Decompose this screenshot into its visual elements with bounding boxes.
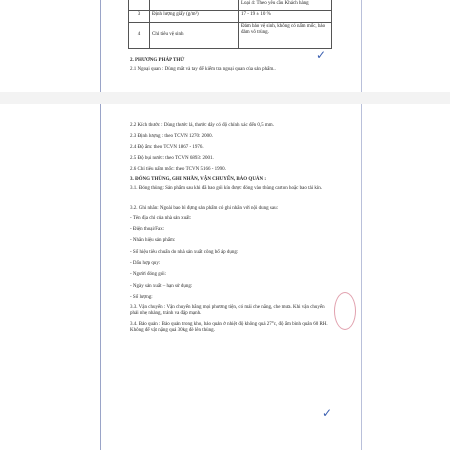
table-row (129, 0, 332, 10)
list-item: - Dấu hợp quy: (130, 261, 161, 266)
paragraph: 3.3. Vận chuyển : Vận chuyển bằng mọi phương tiện, có mái che nắng, che mưa. Khi vận chuyển phải nhẹ nhàng, tránh va đập mạnh. (130, 305, 325, 316)
paragraph: 2.4 Độ ẩm: theo TCVN 1867 - 1976. (130, 145, 204, 150)
page-gap (0, 92, 450, 104)
list-item: - Tên địa chỉ của nhà sản xuất: (130, 216, 192, 221)
list-item: - Nhãn hiệu sản phẩm: (130, 238, 176, 243)
paragraph: 2.6 Chỉ tiêu nấm mốc: theo TCVN 5166 - 1990. (130, 167, 226, 172)
paragraph: 3.1. Đóng thùng: Sản phẩm sau khi đã bao gói kín được đóng vào thùng carton hoặc bao tải kín. (130, 186, 322, 191)
paragraph: 3.2. Ghi nhãn: Ngoài bao bì đựng sản phẩm có ghi nhãn với nội dung sau: (130, 206, 278, 211)
list-item: - Người đóng gói: (130, 272, 167, 277)
paragraph: 2.1 Ngoại quan : Dùng mắt và tay để kiểm tra ngoại quan của sản phẩm.. (130, 67, 276, 72)
list-item: - Điện thoại/Fax: (130, 227, 165, 232)
table-cell-name: Chỉ tiêu vệ sinh (150, 22, 239, 48)
table-row (129, 22, 332, 48)
stamp-mark (334, 292, 356, 330)
section-heading: 3. ĐÓNG THÙNG, GHI NHÃN, VẬN CHUYỂN, BẢO QUẢN : (130, 177, 267, 182)
table-cell-no: 4 (129, 22, 150, 48)
signature-mark: ✓ (322, 406, 333, 420)
table-cell-no (129, 0, 150, 10)
table-cell-value: 17 - 19 ± 10 % (239, 10, 332, 22)
paragraph: 2.5 Độ bụi nước: theo TCVN 6893: 2001. (130, 156, 214, 161)
table-cell-value: Đảm bảo vệ sinh, không có nấm mốc, bảo đảm vô trùng. (239, 22, 332, 48)
table-cell-name: Định lượng giấy (g/m²) (150, 10, 239, 22)
spec-table (128, 0, 332, 49)
table-row (129, 10, 332, 22)
paragraph: 3.4. Bảo quản : Bảo quản trong kho, bảo quản ở nhiệt độ không quá 27°c, độ ẩm bình quân 60 RH. Không để vật nặng quá 30kg đè lên thùng. (130, 322, 328, 333)
list-item: - Số lượng: (130, 295, 153, 300)
table-cell-no: 3 (129, 10, 150, 22)
paragraph: 2.3 Định lượng : theo TCVN 1270: 2000. (130, 134, 213, 139)
paragraph: 2.2 Kích thước : Dùng thước lá, thước dây có độ chính xác đến 0,5 mm. (130, 123, 274, 128)
signature-mark: ✓ (316, 48, 327, 62)
section-heading: 2. PHƯƠNG PHÁP THỬ (130, 58, 185, 63)
table-cell-name (150, 0, 239, 10)
table-cell-value: Loại 4: Theo yêu cầu Khách hàng (239, 0, 332, 10)
list-item: - Số hiệu tiêu chuẩn do nhà sản xuất công bố áp dụng: (130, 250, 239, 255)
list-item: - Ngày sản xuất – hạn sử dụng: (130, 284, 193, 289)
